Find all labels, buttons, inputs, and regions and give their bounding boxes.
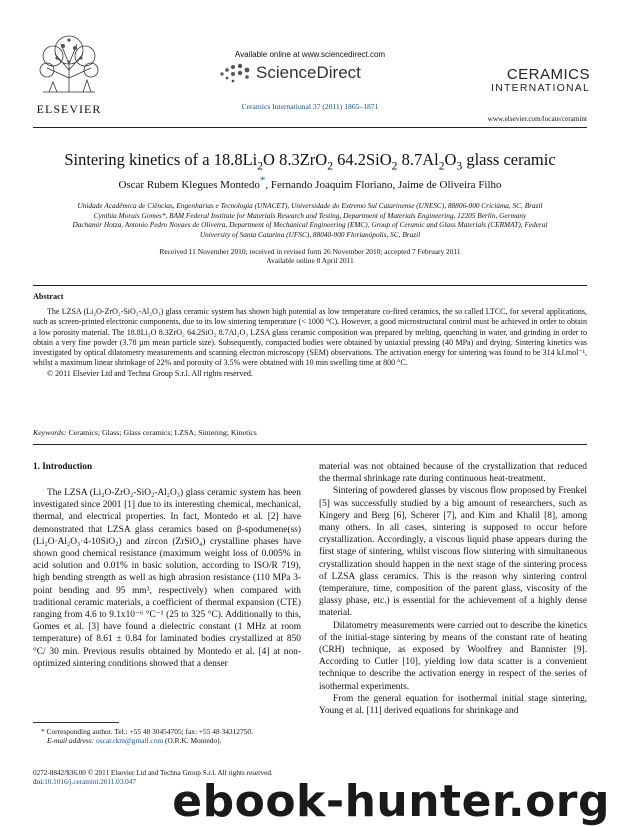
sciencedirect-dots-icon: [218, 62, 254, 84]
affiliation-2: Cynthia Morais Gomes*, BAM Federal Institute for Materials Research and Testing, Department of Materials Engineering, 12205 Berlin, Germany: [93, 210, 527, 220]
keywords-list: Ceramics; Glass; Glass ceramics; LZSA; Sintering; Kinetics: [66, 428, 257, 437]
other-authors: , Fernando Joaquim Floriano, Jaime de Oliveira Filho: [265, 179, 502, 191]
abstract-body: The LZSA (Li₂O-ZrO₂-SiO₂-Al₂O₃) glass ceramic system has shown high potential as low temperature co-fired ceramics, the so called LTCC, for several applications, such as screen-printed electronic components, due to its low sintering temperature (< 1000 °C). However, a good microstructural control must be achieved in order to obtain a low porosity material. The 18.8Li₂O 8.3ZrO₂ 64.2SiO₂ 8.7Al₂O₃ LZSA glass ceramic composition was prepared by melting, quenching in water, and grinding in order to obtain a very fine powder (3.78 µm mean particle size). Subsequently, compacted bodies were obtained by uniaxial pressing (40 MPa) and drying. Sintering kinetics was investigated by optical dilatometry measurements and scanning electron microscopy (SEM) observations. The activation energy for sintering was found to be 314 kJ.mol⁻¹, whilst a maximum linear shrinkage of 22% and porosity of 3.5% were obtained with 10 min swelling time at 800 °C.: [33, 307, 587, 368]
keywords: [33, 428, 587, 437]
abstract-heading: Abstract: [33, 292, 64, 301]
watermark: ebook-hunter.org: [172, 776, 610, 827]
abstract-copyright: © 2011 Elsevier Ltd and Techna Group S.r.l. All rights reserved.: [47, 368, 253, 378]
abstract-top-rule: [33, 285, 587, 286]
journal-title-block: [470, 66, 590, 94]
author-1: Oscar Rubem Klegues Montedo: [118, 179, 260, 191]
intro-paragraph-2: material was not obtained because of the crystallization that reduced the thermal shrinkage rate during continuous heat-treatment.: [319, 462, 587, 485]
received-dates: Received 11 November 2010; received in revised form 26 November 2010; accepted 7 February 2011: [159, 247, 461, 256]
elsevier-logo: [33, 30, 105, 116]
corresponding-author-note: * Corresponding author. Tel.: +55 48 30454705; fax: +55 48 34312750.: [41, 727, 253, 736]
email-suffix: (O.R.K. Montedo).: [163, 736, 222, 746]
affiliation-4: University of Santa Catarina (UFSC), 88040-900 Florianópolis, SC, Brazil: [199, 229, 421, 239]
journal-url[interactable]: www.elsevier.com/locate/ceramint: [487, 115, 587, 123]
intro-paragraph-1: The LZSA (Li₂O-ZrO₂-SiO₂-Al₂O₃) glass ceramic system has been investigated since 2001 [1] due to its interesting chemical, mechanical, thermal, and electrical properties. In fact, Montedo et al. [2] have demonstrated that LZSA glass ceramics based on β-spodumene(ss) (Li₂O·Al₂O₃·4-10SiO₂) and zircon (ZrSiO₄) crystalline phases have shown good chemical resistance (maximum weight loss of 0.005% in acid solution and 0.01% in basic solution, according to ISO/R 719), high bending strength as well as high abrasion resistance (110 MPa 3-point bending and 95 mm³, respectively) when compared with traditional ceramic materials, a coefficient of thermal expansion (CTE) ranging from 4.6 to 9.1x10⁻⁶ °C⁻¹ (25 to 325 °C). Additionally to this, Gomes et al. [3] have found a dielectric constant (1 MHz at room temperature) of 8.61 ± 0.84 for laminated bodies crystallized at 850 °C/ 30 min. Previous results obtained by Montedo et al. [4] at non-optimized sintering conditions showed that a denser: [33, 488, 301, 669]
sciencedirect-logo: [218, 60, 398, 86]
right-column: [319, 461, 587, 717]
footnote: [33, 727, 301, 746]
affiliations: [30, 201, 590, 239]
intro-paragraph-4: Dilatometry measurements were carried out to describe the kinetics of the initial-stage sintering by means of the constant rate of heating (CRH) technique, as exposed by Woolfrey and Bannister [9]. According to Cutler [10], yielding low data scatter is a convenient technique to describe the activation energy in respect of the series of isothermal experiments.: [319, 620, 587, 692]
paper-title: Sintering kinetics of a $18.8Li_2O$ 8.3ZrO$_2$ 64.2SiO$_2$ $8.7Al_2O_3$ glass ceramic: [64, 150, 556, 173]
journal-name-line1: CERAMICS: [506, 66, 590, 83]
header-rule: [33, 127, 587, 128]
available-online-text: Available online at www.sciencedirect.com: [234, 50, 386, 59]
sciencedirect-wordmark: ScienceDirect: [256, 63, 361, 82]
corresponding-author-mark[interactable]: *: [259, 174, 266, 187]
author-list: [20, 174, 600, 191]
email-link[interactable]: oscar.rkm@gmail.com: [96, 736, 164, 746]
doi-label: doi:: [33, 778, 45, 787]
intro-paragraph-3: Sintering of powdered glasses by viscous flow proposed by Frenkel [5] was successfully studied by a big amount of researchers, such as Kingery and Berg [6], Scherer [7], and Kim and Khalil [8], among many others. In all cases, sintering is supposed to occur before crystallization. Accordingly, a viscous liquid phase appears during the first stage of sintering, whilst viscous flow sintering with simultaneous crystallization should happen in the next stage of the sintering process of LZSA glass ceramics. This is the reason why sintering control (temperature, time, composition of the parent glass, viscosity of the glassy phase, etc.) is essential for the achievement of a highly dense material.: [319, 486, 587, 619]
publisher-logo-text: ELSEVIER: [36, 102, 102, 116]
intro-paragraph-5: From the general equation for isothermal initial stage sintering, Young et al. [11] derived equations for shrinkage and: [319, 693, 587, 717]
affiliation-3: Dachamir Hotza, Antonio Pedro Novaes de Oliveira, Department of Mechanical Engineering (EMC), Group of Ceramic and Glass Materials (CERMAT), Federal: [72, 220, 548, 230]
left-column: [33, 487, 301, 670]
dates: [30, 247, 590, 266]
online-date: Available online 8 April 2011: [266, 256, 354, 266]
email-label: E-mail address:: [47, 736, 96, 746]
section-1-heading: 1. Introduction: [33, 461, 93, 471]
footnote-rule: [33, 722, 119, 723]
affiliation-1: Unidade Acadêmica de Ciências, Engenharias e Tecnologia (UNACET), Universidade do Extremo Sul Catarinense (UNESC), 88806-000 Criciúma, SC, Brazil: [77, 201, 543, 210]
keywords-label: Keywords:: [33, 428, 67, 437]
abstract-text: [33, 307, 587, 379]
journal-citation[interactable]: Ceramics International 37 (2011) 1865–1871: [241, 102, 379, 111]
abstract-bottom-rule: [33, 444, 587, 445]
doi-link[interactable]: 10.1016/j.ceramint.2011.03.047: [44, 778, 136, 787]
issn-copyright: 0272-8842/$36.00 © 2011 Elsevier Ltd and Techna Group S.r.l. All rights reserved.: [33, 769, 273, 777]
journal-name-line2: INTERNATIONAL: [491, 82, 590, 94]
email-line: [33, 736, 301, 745]
elsevier-tree-icon: [33, 30, 105, 96]
